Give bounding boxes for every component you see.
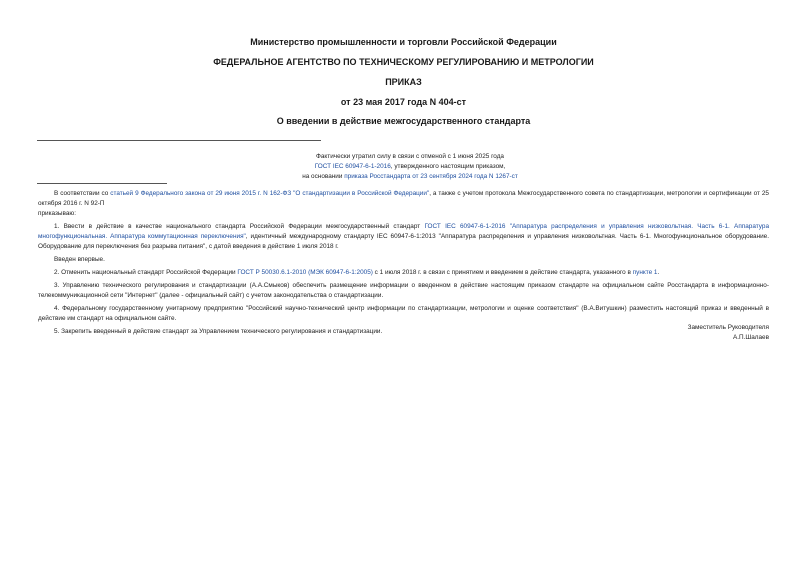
status-note-line-2 xyxy=(250,162,570,172)
agency-title: ФЕДЕРАЛЬНОЕ АГЕНТСТВО ПО ТЕХНИЧЕСКОМУ РЕГУЛИРОВАНИЮ И МЕТРОЛОГИИ xyxy=(213,57,594,67)
gost-iec-link[interactable]: ГОСТ IEC 60947-6-1-2016 "Аппаратура распределения и управления низковольтная. Часть 6-1. Аппаратура многофункциональная. Аппаратура коммутационная переключения" xyxy=(38,223,769,240)
status-note xyxy=(250,152,570,182)
gost-r-link[interactable]: ГОСТ Р 50030.6.1-2010 (МЭК 60947-6-1:2005) xyxy=(237,269,373,276)
status-note-text: на основании xyxy=(302,173,345,180)
order-subject: О введении в действие межгосударственного стандарта xyxy=(276,116,531,126)
item-1-text-continued: , идентичный международному стандарту IEC 60947-6-1:2013 "Аппаратура распределения и управления низковольтная. Часть 6-1. Многофункциональное оборудование. Оборудование для переключения без разрыва питания", с датой введения в действие 1 июля 2018 г. xyxy=(38,233,769,250)
signatory-name: А.П.Шалаев xyxy=(732,334,769,341)
item-1-ref-link[interactable]: пункте 1 xyxy=(632,269,658,276)
item-1-text: 1. Ввести в действие в качестве национального стандарта Российской Федерации межгосударственный стандарт xyxy=(54,223,425,230)
item-3-paragraph: 3. Управлению технического регулирования и стандартизации (А.А.Смыков) обеспечить размещение информации о введенном в действие настоящим приказом стандарте на официальном сайте Росстандарта в информационно-телекоммуникационной сети "Интернет" (далее - официальный сайт) с учетом законодательства о стандартизации. xyxy=(38,282,769,299)
cancel-order-link[interactable]: приказа Росстандарта от 23 сентября 2024 года N 1267-ст xyxy=(344,173,518,180)
item-2-text-continued: с 1 июля 2018 г. в связи с принятием и введением в действие стандарта, указанного в xyxy=(372,269,633,276)
preamble-text: В соответствии со xyxy=(54,190,111,197)
orders-line: приказываю: xyxy=(38,210,76,217)
item-2-paragraph xyxy=(38,268,769,278)
order-date: от 23 мая 2017 года N 404-ст xyxy=(340,97,467,107)
preamble-text-continued: , а также с учетом протокола Межгосударственного совета по стандартизации, метрологии и сертификации от 25 октября 2016 г. N 92-П xyxy=(38,190,769,207)
item-5-paragraph: 5. Закрепить введенный в действие стандарт за Управлением технического регулирования и стандартизации. xyxy=(54,328,383,335)
item-2-period: . xyxy=(657,269,660,276)
ministry-title: Министерство промышленности и торговли Российской Федерации xyxy=(250,37,557,47)
order-title: ПРИКАЗ xyxy=(385,77,422,87)
preamble-paragraph xyxy=(38,189,769,209)
divider-short xyxy=(37,183,167,184)
document-body xyxy=(38,189,769,337)
item-1-paragraph xyxy=(38,222,769,252)
divider-top xyxy=(37,140,321,141)
item-2-text: 2. Отменить национальный стандарт Российской Федерации xyxy=(54,269,238,276)
item-4-paragraph: 4. Федеральному государственному унитарному предприятию "Российский научно-технический центр информации по стандартизации, метрологии и оценке соответствия" (В.А.Витушкин) разместить настоящий приказ и введенный в действие им стандарт на официальном сайте. xyxy=(38,305,769,322)
signatory-position: Заместитель Руководителя xyxy=(687,324,769,331)
signature-block xyxy=(688,323,769,343)
status-note-line-3 xyxy=(250,172,570,182)
status-note-line-1: Фактически утратил силу в связи с отменой с 1 июня 2025 года xyxy=(316,153,504,160)
standard-link[interactable]: ГОСТ IEC 60947-6-1-2016 xyxy=(314,163,391,170)
status-note-text: , утвержденного настоящим приказом, xyxy=(390,163,506,170)
introduced-first-line: Введен впервые. xyxy=(54,256,105,263)
federal-law-link[interactable]: статьей 9 Федерального закона от 29 июня 2015 г. N 162-ФЗ "О стандартизации в Российской Федерации" xyxy=(110,190,430,197)
